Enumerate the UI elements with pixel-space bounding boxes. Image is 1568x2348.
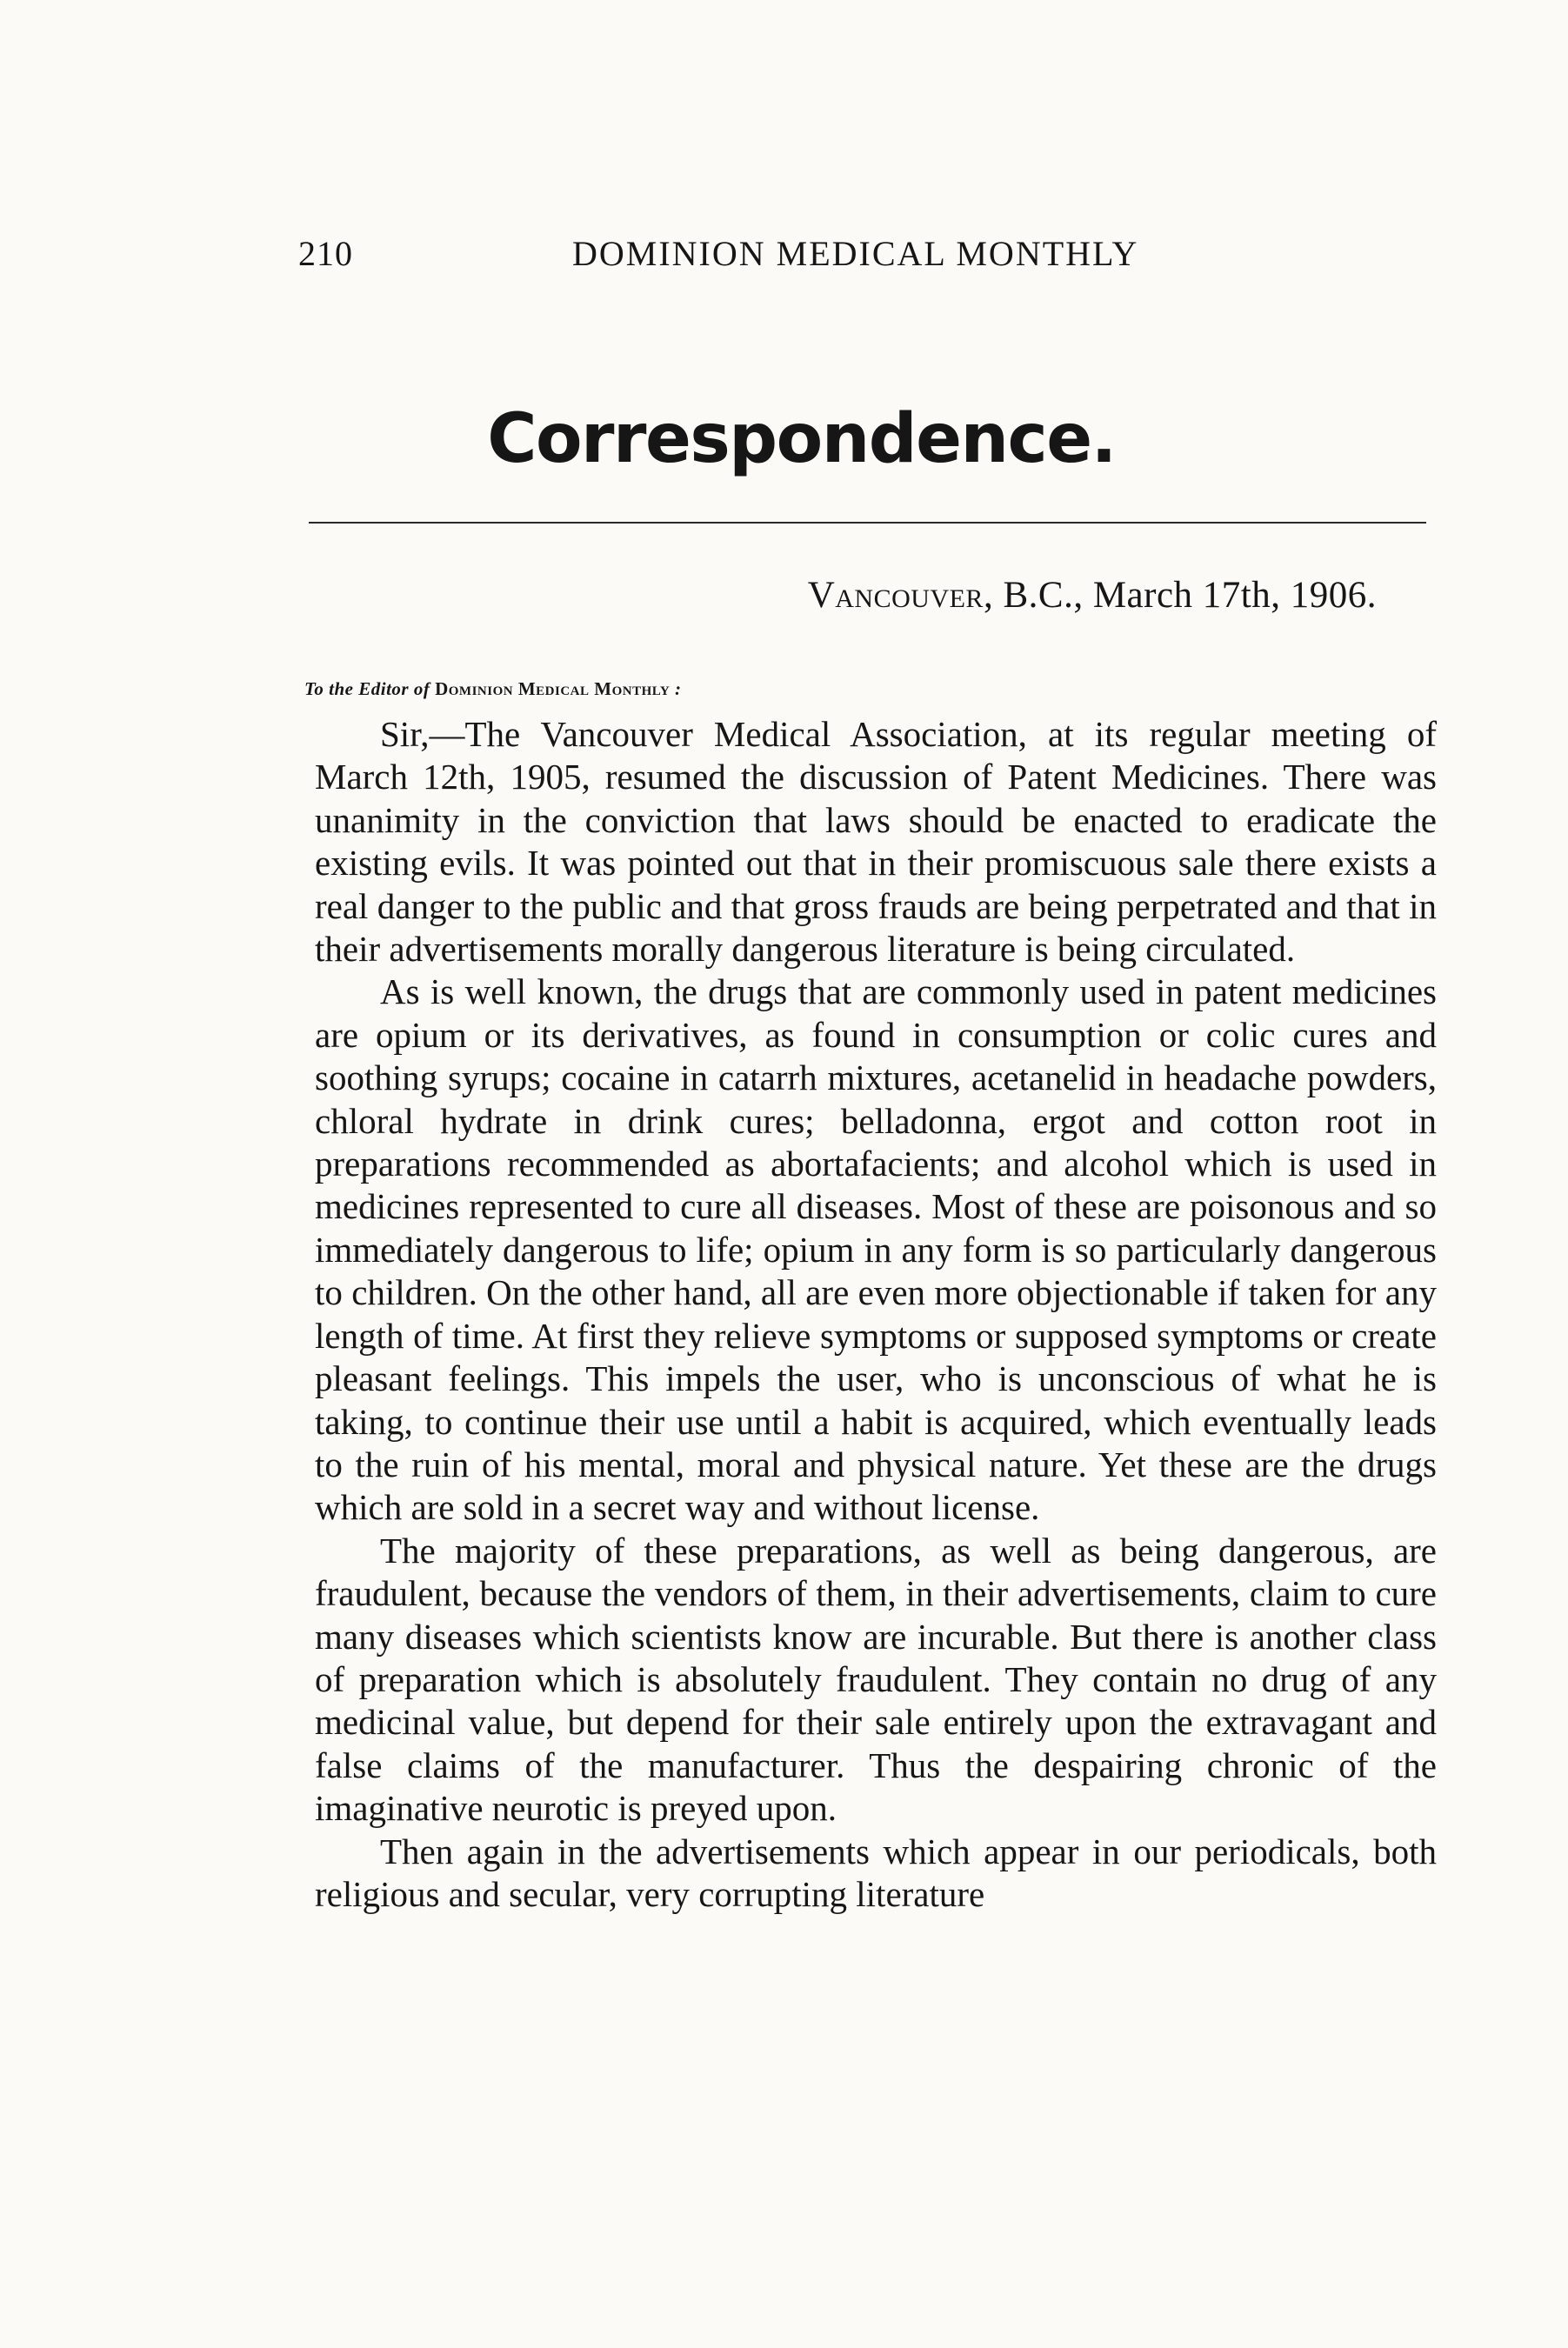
paragraph: The majority of these preparations, as well as being dangerous, are fraudulent, because the vendors of them, in their advertisements, claim to cure many diseases which scientists know are incurable. But there is another class of preparation which is absolutely fraudulent. They contain no drug of any medicinal value, but depend for their sale entirely upon the extravagant and false claims of the manufacturer. Thus the despairing chronic of the imaginative neurotic is preyed upon. [315,1530,1437,1829]
dateline-place: Vancouver [807,575,984,616]
running-header [0,233,1568,285]
dateline-date: , B.C., March 17th, 1906. [983,575,1377,616]
letter-body [315,713,1437,1916]
title-rule [309,522,1426,524]
paragraph: Then again in the advertisements which appear in our periodicals, both religious and secular, very corrupting literature [315,1831,1437,1914]
journal-name: DOMINION MEDICAL MONTHLY [572,234,1139,273]
paragraph: Sir,—The Vancouver Medical Association, at its regular meeting of March 12th, 1905, resumed the discussion of Patent Medicines. There was unanimity in the conviction that laws should be enacted to eradicate the existing evils. It was pointed out that in their promiscuous sale there exists a real danger to the public and that gross frauds are being perpetrated and that in their advertisements morally dangerous literature is being circulated. [315,714,1437,970]
paragraph: As is well known, the drugs that are commonly used in patent medicines are opium or its derivatives, as found in consumption or colic cures and soothing syrups; cocaine in catarrh mixtures, acetanelid in headache powders, chloral hydrate in drink cures; belladonna, ergot and cotton root in preparations recommended as abortafacients; and alcohol which is used in medicines represented to cure all diseases. Most of these are poisonous and so immediately dangerous to life; opium in any form is so particularly dangerous to children. On the other hand, all are even more objectionable if taken for any length of time. At first they relieve symptoms or supposed symptoms or create pleasant feelings. This impels the user, who is unconscious of what he is taking, to continue their use until a habit is acquired, which eventually leads to the ruin of his mental, moral and physical nature. Yet these are the drugs which are sold in a secret way and without license. [315,971,1437,1528]
salutation-suffix: : [670,678,682,699]
dateline [808,574,1377,617]
salutation [304,678,681,700]
salutation-journal: Dominion Medical Monthly [435,678,671,699]
page-number: 210 [298,234,353,273]
section-title: Correspondence. [487,400,1116,478]
salutation-prefix: To the Editor of [304,678,430,699]
